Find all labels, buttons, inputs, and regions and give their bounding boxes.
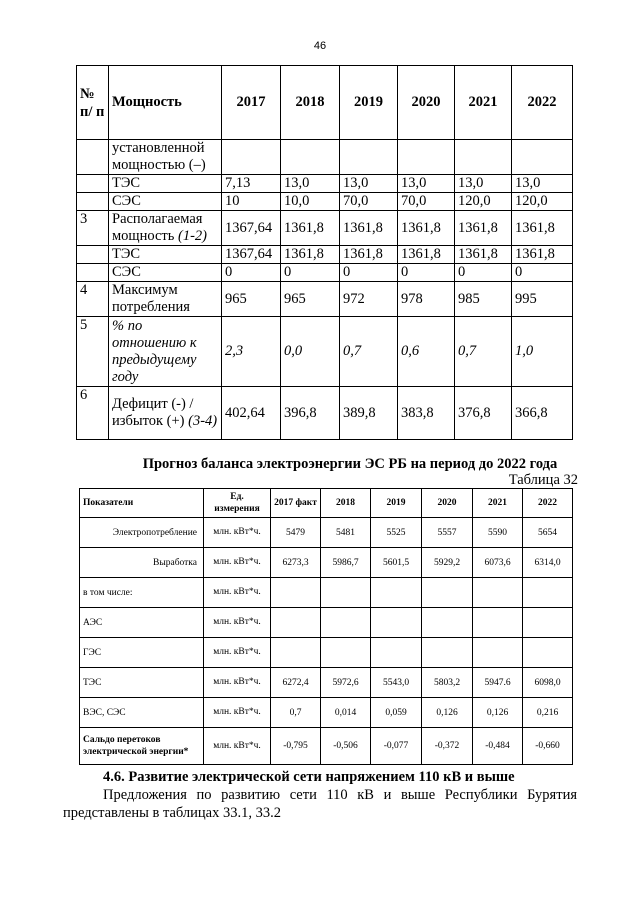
row-label: % по отношению к предыдущему году (109, 317, 222, 387)
cell: 5654 (523, 518, 573, 548)
cell: 0 (222, 264, 281, 282)
cell: 2,3 (222, 317, 281, 387)
table-row (80, 578, 573, 608)
unit-cell: млн. кВт*ч. (204, 518, 271, 548)
column-header: Показатели (80, 489, 204, 518)
cell: 120,0 (512, 193, 573, 211)
cell (371, 608, 422, 638)
row-label: СЭС (109, 264, 222, 282)
row-label: в том числе: (80, 578, 204, 608)
cell: 5601,5 (371, 548, 422, 578)
table-row (77, 282, 573, 317)
row-label: ТЭС (109, 246, 222, 264)
cell: 0 (512, 264, 573, 282)
cell: 366,8 (512, 387, 573, 440)
column-header: 2022 (512, 66, 573, 140)
cell: 6314,0 (523, 548, 573, 578)
cell: 5929,2 (422, 548, 473, 578)
cell: 6073,6 (473, 548, 523, 578)
row-label: Электропотребление (80, 518, 204, 548)
cell: 376,8 (455, 387, 512, 440)
cell: 965 (281, 282, 340, 317)
cell: 5481 (321, 518, 371, 548)
cell: 13,0 (512, 175, 573, 193)
cell: 1361,8 (398, 246, 455, 264)
cell (271, 578, 321, 608)
cell (271, 638, 321, 668)
row-number: 6 (77, 387, 109, 440)
row-number (77, 246, 109, 264)
cell: 0 (281, 264, 340, 282)
column-header: 2019 (340, 66, 398, 140)
table-row (77, 193, 573, 211)
unit-cell: млн. кВт*ч. (204, 728, 271, 765)
row-label: ТЭС (109, 175, 222, 193)
cell: 1,0 (512, 317, 573, 387)
table-row (77, 175, 573, 193)
column-header: 2021 (455, 66, 512, 140)
cell (523, 578, 573, 608)
column-header: 2018 (281, 66, 340, 140)
table-row (77, 211, 573, 246)
cell: 13,0 (455, 175, 512, 193)
table-row (80, 608, 573, 638)
cell: 5947.6 (473, 668, 523, 698)
section-heading: 4.6. Развитие электрической сети напряжением 110 кВ и выше (103, 769, 515, 785)
table-label: Таблица 32 (508, 472, 578, 488)
cell: 0 (398, 264, 455, 282)
unit-cell: млн. кВт*ч. (204, 548, 271, 578)
cell: 0,216 (523, 698, 573, 728)
cell: 7,13 (222, 175, 281, 193)
row-label-text: Дефицит (-) / избыток (+) (112, 396, 194, 429)
cell: 5590 (473, 518, 523, 548)
cell: 965 (222, 282, 281, 317)
unit-cell: млн. кВт*ч. (204, 578, 271, 608)
table-row (80, 548, 573, 578)
cell: 0,7 (271, 698, 321, 728)
row-label: СЭС (109, 193, 222, 211)
row-number (77, 140, 109, 175)
unit-cell: млн. кВт*ч. (204, 668, 271, 698)
cell: 1361,8 (455, 211, 512, 246)
table-row (77, 140, 573, 175)
cell: -0,506 (321, 728, 371, 765)
cell (455, 140, 512, 175)
row-label: АЭС (80, 608, 204, 638)
page-number: 46 (313, 40, 327, 52)
cell (321, 638, 371, 668)
cell (422, 638, 473, 668)
row-label-text: Располагаемая мощность (112, 211, 203, 244)
cell: 978 (398, 282, 455, 317)
power-table (76, 65, 573, 440)
unit-cell: млн. кВт*ч. (204, 608, 271, 638)
cell (473, 608, 523, 638)
cell (281, 140, 340, 175)
cell: 10,0 (281, 193, 340, 211)
cell: 995 (512, 282, 573, 317)
table-row (80, 728, 573, 765)
cell: 0,0 (281, 317, 340, 387)
cell: 1367,64 (222, 246, 281, 264)
cell: -0,077 (371, 728, 422, 765)
cell: 396,8 (281, 387, 340, 440)
row-number (77, 175, 109, 193)
cell: 1361,8 (340, 211, 398, 246)
cell: 10 (222, 193, 281, 211)
table-row (80, 518, 573, 548)
column-header: 2020 (398, 66, 455, 140)
body-paragraph: Предложения по развитию сети 110 кВ и выше Республики Бурятия представлены в таблицах 33.1, 33.2 (63, 787, 577, 821)
table-row (80, 698, 573, 728)
cell: 0,059 (371, 698, 422, 728)
cell: 402,64 (222, 387, 281, 440)
row-number (77, 264, 109, 282)
row-label: установленной мощностью (–) (109, 140, 222, 175)
row-label: Выработка (80, 548, 204, 578)
column-header: 2022 (523, 489, 573, 518)
cell: -0,372 (422, 728, 473, 765)
cell: 0,014 (321, 698, 371, 728)
cell: 1367,64 (222, 211, 281, 246)
cell: 5986,7 (321, 548, 371, 578)
cell: -0,795 (271, 728, 321, 765)
cell: 0,126 (422, 698, 473, 728)
cell: 0,7 (455, 317, 512, 387)
cell (271, 608, 321, 638)
cell: 1361,8 (398, 211, 455, 246)
column-header: Ед. измерения (204, 489, 271, 518)
row-label: Максимум потребления (109, 282, 222, 317)
table-header-row (80, 489, 573, 518)
row-label: ТЭС (80, 668, 204, 698)
row-label: ГЭС (80, 638, 204, 668)
cell: 1361,8 (281, 211, 340, 246)
cell: 5479 (271, 518, 321, 548)
cell: 5543,0 (371, 668, 422, 698)
row-label (109, 387, 222, 440)
cell (371, 578, 422, 608)
cell: 0,6 (398, 317, 455, 387)
cell: 972 (340, 282, 398, 317)
cell (523, 638, 573, 668)
cell (371, 638, 422, 668)
cell (321, 608, 371, 638)
row-label-formula: (1-2) (177, 228, 207, 244)
column-header: 2020 (422, 489, 473, 518)
cell: 70,0 (398, 193, 455, 211)
cell: 13,0 (281, 175, 340, 193)
table-row (77, 317, 573, 387)
column-header: 2021 (473, 489, 523, 518)
cell: 5803,2 (422, 668, 473, 698)
cell: 13,0 (398, 175, 455, 193)
cell: 1361,8 (455, 246, 512, 264)
unit-cell: млн. кВт*ч. (204, 698, 271, 728)
energy-balance-table (79, 488, 573, 765)
cell: 389,8 (340, 387, 398, 440)
cell (398, 140, 455, 175)
cell (321, 578, 371, 608)
row-label-formula: (3-4) (188, 413, 218, 429)
table-row (80, 668, 573, 698)
table-row (80, 638, 573, 668)
column-header: 2017 факт (271, 489, 321, 518)
cell: 0,7 (340, 317, 398, 387)
cell: 120,0 (455, 193, 512, 211)
row-number: 3 (77, 211, 109, 246)
cell (512, 140, 573, 175)
cell (340, 140, 398, 175)
cell (422, 608, 473, 638)
table-row (77, 246, 573, 264)
cell: 1361,8 (512, 246, 573, 264)
table-row (77, 264, 573, 282)
table-caption: Прогноз баланса электроэнергии ЭС РБ на период до 2022 года (142, 456, 558, 472)
table-header-row (77, 66, 573, 140)
column-header: 2018 (321, 489, 371, 518)
column-header: № п/ п (77, 66, 109, 140)
cell: 0,126 (473, 698, 523, 728)
cell: 1361,8 (281, 246, 340, 264)
cell (222, 140, 281, 175)
row-number: 5 (77, 317, 109, 387)
cell: 5557 (422, 518, 473, 548)
row-label (109, 211, 222, 246)
cell (422, 578, 473, 608)
cell: -0,484 (473, 728, 523, 765)
column-header: Мощность (109, 66, 222, 140)
cell: 6098,0 (523, 668, 573, 698)
cell: 383,8 (398, 387, 455, 440)
cell: 5972,6 (321, 668, 371, 698)
cell (473, 578, 523, 608)
cell (523, 608, 573, 638)
row-number: 4 (77, 282, 109, 317)
cell: 0 (340, 264, 398, 282)
column-header: 2017 (222, 66, 281, 140)
cell: 5525 (371, 518, 422, 548)
cell: 1361,8 (512, 211, 573, 246)
cell: 6272,4 (271, 668, 321, 698)
unit-cell: млн. кВт*ч. (204, 638, 271, 668)
cell (473, 638, 523, 668)
cell: 70,0 (340, 193, 398, 211)
cell: -0,660 (523, 728, 573, 765)
cell: 985 (455, 282, 512, 317)
row-label: Сальдо перетоков электрической энергии* (80, 728, 204, 765)
column-header: 2019 (371, 489, 422, 518)
table-row (77, 387, 573, 440)
cell: 13,0 (340, 175, 398, 193)
row-label: ВЭС, СЭС (80, 698, 204, 728)
cell: 1361,8 (340, 246, 398, 264)
cell: 0 (455, 264, 512, 282)
cell: 6273,3 (271, 548, 321, 578)
row-number (77, 193, 109, 211)
